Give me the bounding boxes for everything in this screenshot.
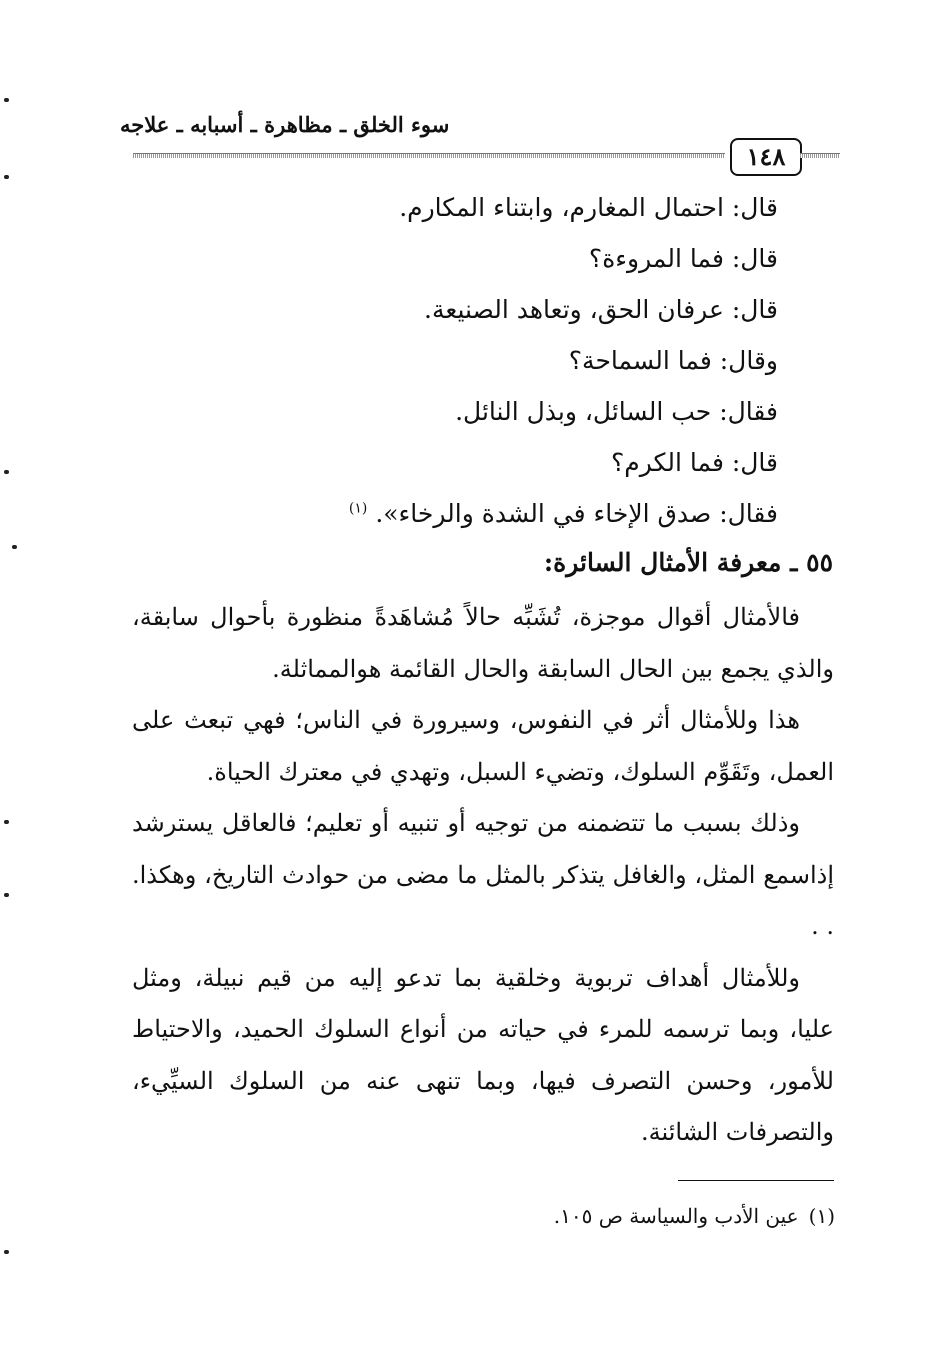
dialogue-line: قال: احتمال المغارم، وابتناء المكارم. — [399, 193, 778, 222]
scan-mark — [4, 175, 9, 179]
header-rule-right — [800, 153, 840, 158]
paragraph: وذلك بسبب ما تتضمنه من توجيه أو تنبيه أو تعليم؛ فالعاقل يسترشد إذاسمع المثل، والغافل يتذكر بالمثل ما مضى من حوادث التاريخ، وهكذا. . . — [132, 809, 834, 940]
scan-mark — [4, 470, 9, 474]
paragraph: هذا وللأمثال أثر في النفوس، وسيرورة في الناس؛ فهي تبعث على العمل، وتَقَوِّم السلوك، وتضيء السبل، وتهدي في معترك الحياة. — [132, 706, 834, 786]
running-title: سوء الخلق ـ مظاهرة ـ أسبابه ـ علاجه — [120, 112, 450, 137]
paragraph: وللأمثال أهداف تربوية وخلقية بما تدعو إليه من قيم نبيلة، ومثل عليا، وبما ترسمه للمرء في حياته من أنواع السلوك الحميد، والاحتياط للأمور، وحسن التصرف فيها، وبما تنهى عنه من السلوك السيِّيء، والتصرفات الشائنة. — [132, 963, 834, 1146]
dialogue-line: قال: عرفان الحق، وتعاهد الصنيعة. — [424, 295, 778, 324]
footnote-reference: (١) — [348, 500, 368, 517]
section-heading: ٥٥ ـ معرفة الأمثال السائرة: — [543, 548, 833, 577]
dialogue-line-last — [178, 488, 778, 539]
header-rule — [133, 153, 725, 158]
dialogue-block — [178, 182, 778, 539]
footnote-rule — [678, 1180, 834, 1181]
scan-mark — [4, 893, 9, 897]
footnote-text: عين الأدب والسياسة ص ١٠٥. — [553, 1204, 799, 1228]
page-number: ١٤٨ — [730, 138, 802, 176]
scan-mark — [4, 1250, 9, 1254]
dialogue-line: وقال: فما السماحة؟ — [568, 346, 778, 375]
scan-mark — [4, 98, 9, 102]
body-text — [132, 592, 834, 1159]
dialogue-line: قال: فما الكرم؟ — [611, 448, 778, 477]
footnote-number: (١) — [808, 1204, 835, 1228]
dialogue-line-text: فقال: صدق الإخاء في الشدة والرخاء». — [375, 499, 778, 528]
paragraph: فالأمثال أقوال موجزة، تُشَبِّه حالاً مُشاهَدةً منظورة بأحوال سابقة، والذي يجمع بين الحال السابقة والحال القائمة هوالمماثلة. — [132, 603, 834, 683]
dialogue-line: فقال: حب السائل، وبذل النائل. — [455, 397, 778, 426]
footnote — [235, 1204, 835, 1228]
scan-mark — [12, 545, 17, 549]
scan-mark — [4, 820, 9, 824]
dialogue-line: قال: فما المروءة؟ — [588, 244, 778, 273]
